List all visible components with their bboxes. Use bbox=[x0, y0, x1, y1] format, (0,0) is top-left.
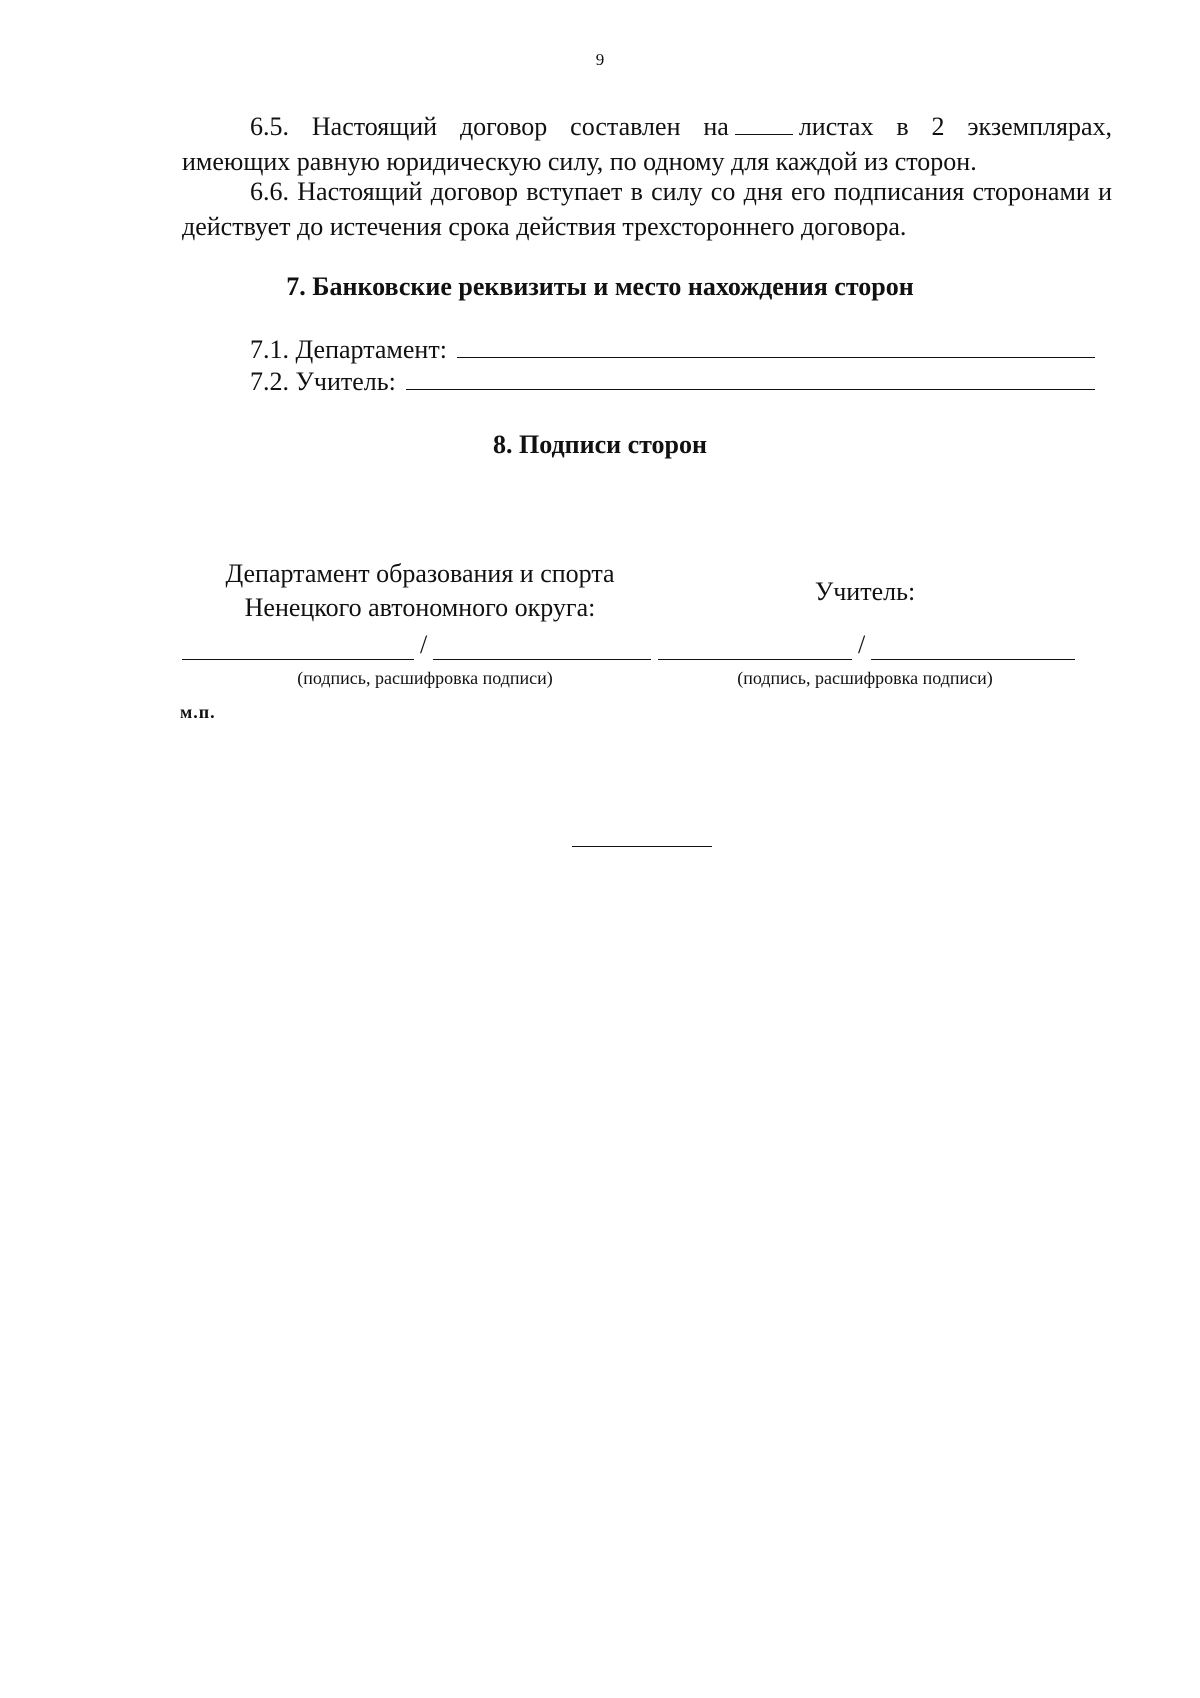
teacher-name-blank bbox=[871, 658, 1075, 660]
teacher-signature-slash: / bbox=[858, 630, 866, 659]
teacher-party: Учитель: bbox=[814, 577, 916, 606]
clause-6-6: 6.6. Настоящий договор вступает в силу со дня его подписания сторонами и действует до истечения срока действия трехстороннего договора. bbox=[182, 177, 1112, 241]
teacher-signature-blank bbox=[658, 658, 852, 660]
requisites-teacher-row bbox=[250, 366, 1095, 398]
teacher-signature-line bbox=[658, 630, 1079, 660]
stamp-place: м.п. bbox=[180, 702, 216, 722]
department-name-line-1: Департамент образования и спорта bbox=[225, 559, 615, 588]
department-signature-line bbox=[182, 630, 655, 660]
section-7-title: 7. Банковские реквизиты и место нахождения сторон bbox=[286, 272, 914, 301]
clause-6-5-end: листах в 2 экземплярах, имеющих равную юридическую силу, по одному для каждой из сторон. bbox=[182, 112, 1112, 176]
teacher-signature-caption: (подпись, расшифровка подписи) bbox=[737, 668, 993, 688]
department-signature-caption: (подпись, расшифровка подписи) bbox=[297, 668, 553, 688]
clause-6-5 bbox=[182, 109, 1112, 179]
requisites-department-line bbox=[457, 335, 1095, 358]
department-signature-blank bbox=[182, 658, 414, 660]
section-8-title: 8. Подписи сторон bbox=[492, 430, 708, 459]
department-signature-slash: / bbox=[420, 630, 428, 659]
department-party bbox=[200, 557, 640, 625]
page-number: 9 bbox=[595, 50, 605, 69]
department-name-blank bbox=[433, 658, 651, 660]
requisites-teacher-label: 7.2. Учитель: bbox=[250, 367, 396, 396]
requisites-teacher-line bbox=[406, 367, 1095, 390]
requisites-department-row bbox=[250, 334, 1095, 366]
document-end-line bbox=[572, 846, 712, 847]
requisites-department-label: 7.1. Департамент: bbox=[250, 335, 447, 364]
clause-6-5-start: 6.5. Настоящий договор составлен на bbox=[250, 112, 729, 141]
department-name-line-2: Ненецкого автономного округа: bbox=[244, 593, 596, 622]
sheet-count-blank bbox=[735, 114, 793, 135]
